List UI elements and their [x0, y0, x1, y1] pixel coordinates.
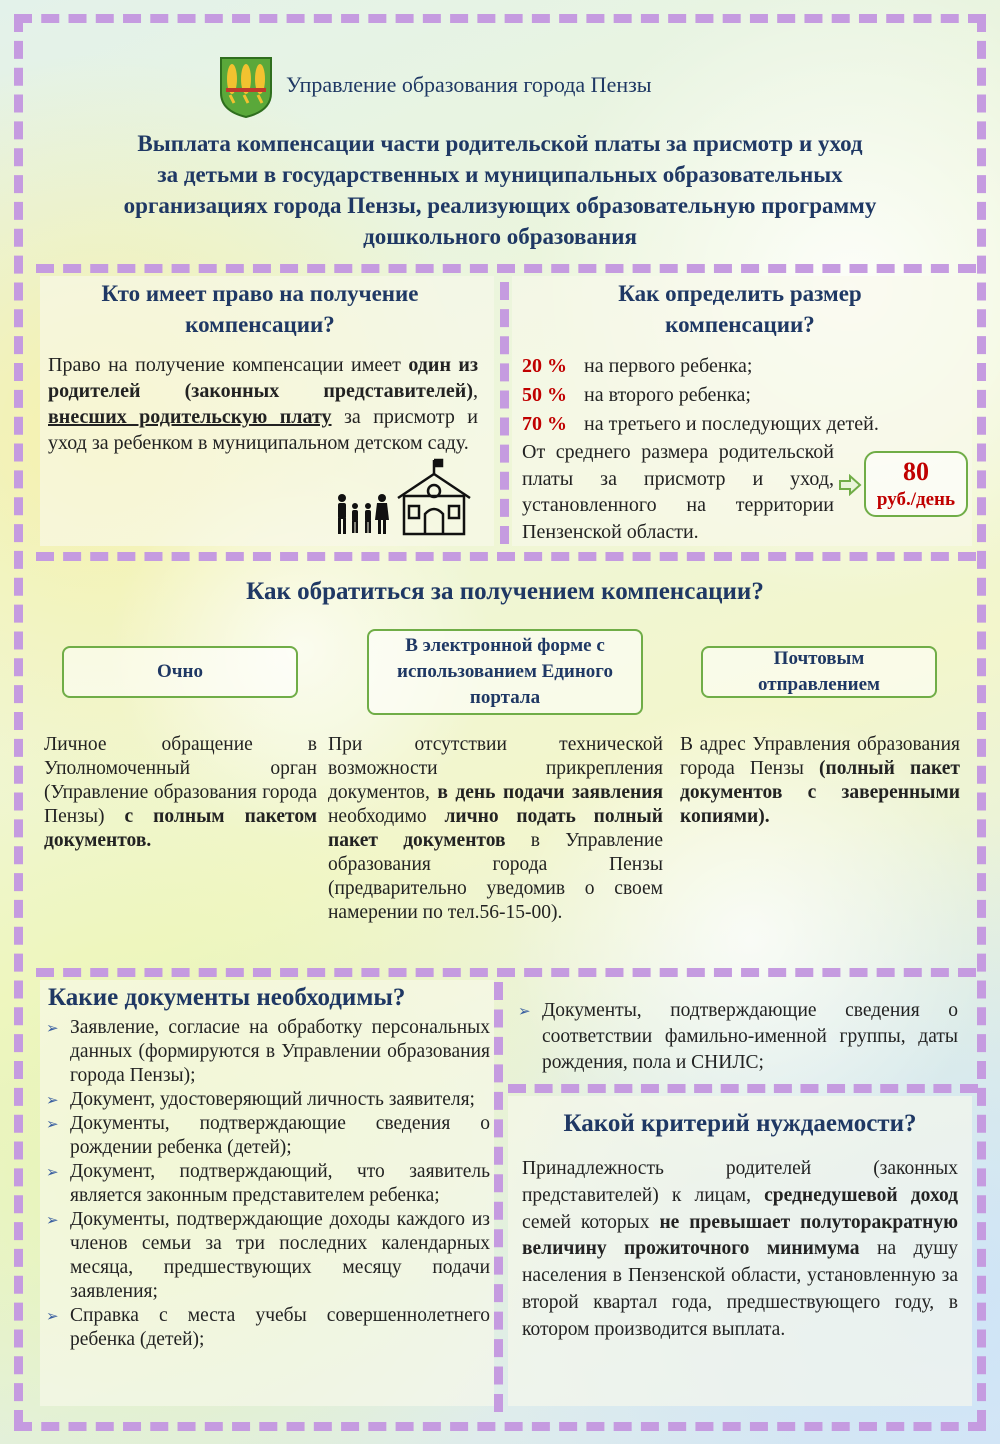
criteria-text: Принадлежность родителей (законных представителей) к лицам, среднедушевой доход семей которых не превышает полуторакратную величину прожиточного минимума на душу населения в Пензенской области, установленную за второй квартал года, предшествующего году, в котором производится выплата. [522, 1158, 958, 1340]
docs-list-continued [516, 998, 958, 1076]
apply-col-2: При отсутствии технической возможности прикрепления документов, в день подачи заявления необходимо лично подать полный пакет документов в Управление образования города Пензы (предварительно уведомив о своем намерении по тел.56-15-00). [328, 734, 663, 923]
frame-right [977, 14, 986, 1428]
criteria-title: Какой критерий нуждаемости? [563, 1110, 917, 1137]
page-title: Выплата компенсации части родительской платы за присмотр и уход за детьми в государственных и муниципальных образовательных организациях города Пензы, реализующих образовательную программу дошкольного образования [123, 131, 877, 249]
coat-of-arms-icon [218, 55, 274, 119]
method-mail[interactable]: Почтовым отправлением [701, 646, 937, 698]
amount-badge [864, 451, 968, 517]
apply-col-3: В адрес Управления образования города Пензы (полный пакет документов с заверенными копиями). [680, 734, 960, 827]
list-item: ➢ Документы, подтверждающие сведения о рождении ребенка (детей); [46, 1113, 490, 1158]
amount-note: От среднего размера родительской платы за присмотр и уход, установленного на территории Пензенской области. [522, 441, 834, 543]
separator-top-vertical [500, 282, 509, 544]
separator-4 [508, 1084, 978, 1093]
badge-unit: руб./день [876, 489, 956, 510]
amount-title: Как определить размер компенсации? [618, 281, 862, 337]
who-title: Кто имеет право на получение компенсации? [101, 281, 419, 337]
docs-list [44, 1016, 490, 1352]
frame-top [14, 14, 986, 23]
family-icon [333, 492, 391, 536]
apply-col-1: Личное обращение в Уполномоченный орган (Управление образования города Пензы) с полным пакетом документов. [44, 734, 317, 851]
list-item: ➢ Заявление, согласие на обработку персональных данных (формируются в Управлении образования города Пензы); [46, 1017, 490, 1086]
rate-row: 50 % на второго ребенка; [522, 384, 751, 406]
org-name: Управление образования города Пензы [286, 72, 652, 97]
bullet-arrow-icon: ➢ [46, 1211, 59, 1229]
bullet-arrow-icon: ➢ [46, 1115, 59, 1133]
apply-title: Как обратиться за получением компенсации? [246, 578, 764, 605]
bullet-arrow-icon: ➢ [46, 1019, 59, 1037]
method-electronic[interactable]: В электронной форме с использованием Единого портала [367, 629, 643, 715]
docs-title: Какие документы необходимы? [48, 984, 406, 1011]
rate-list [522, 352, 962, 439]
method-in-person[interactable]: Очно [62, 646, 298, 698]
arrow-right-icon [838, 474, 862, 496]
list-item: ➢ Документ, подтверждающий, что заявитель является законным представителем ребенка; [46, 1161, 490, 1206]
separator-bottom-vertical [494, 982, 503, 1412]
list-item: ➢ Справка с места учебы совершеннолетнего ребенка (детей); [46, 1305, 490, 1350]
bullet-arrow-icon: ➢ [518, 1002, 531, 1020]
bullet-arrow-icon: ➢ [46, 1163, 59, 1181]
separator-3 [36, 968, 976, 977]
badge-value: 80 [903, 457, 929, 486]
frame-left [14, 14, 23, 1428]
rate-row: 70 % на третьего и последующих детей. [522, 413, 879, 435]
kindergarten-icon [394, 458, 474, 536]
list-item: ➢ Документ, удостоверяющий личность заявителя; [46, 1089, 475, 1110]
bullet-arrow-icon: ➢ [46, 1307, 59, 1325]
frame-bottom [14, 1422, 986, 1431]
list-item: ➢ Документы, подтверждающие сведения о соответствии фамильно-именной группы, даты рождения, пола и СНИЛС; [518, 1000, 958, 1073]
separator-1 [36, 264, 976, 273]
bullet-arrow-icon: ➢ [46, 1091, 59, 1109]
separator-2 [36, 552, 976, 561]
who-text: Право на получение компенсации имеет один из родителей (законных представителей), внесших родительскую плату за присмотр и уход за ребенком в муниципальном детском саду. [48, 354, 479, 454]
list-item: ➢ Документы, подтверждающие доходы каждого из членов семьи за три последних календарных месяца, предшествующих месяцу подачи заявления; [46, 1209, 490, 1302]
rate-row: 20 % на первого ребенка; [522, 355, 753, 377]
